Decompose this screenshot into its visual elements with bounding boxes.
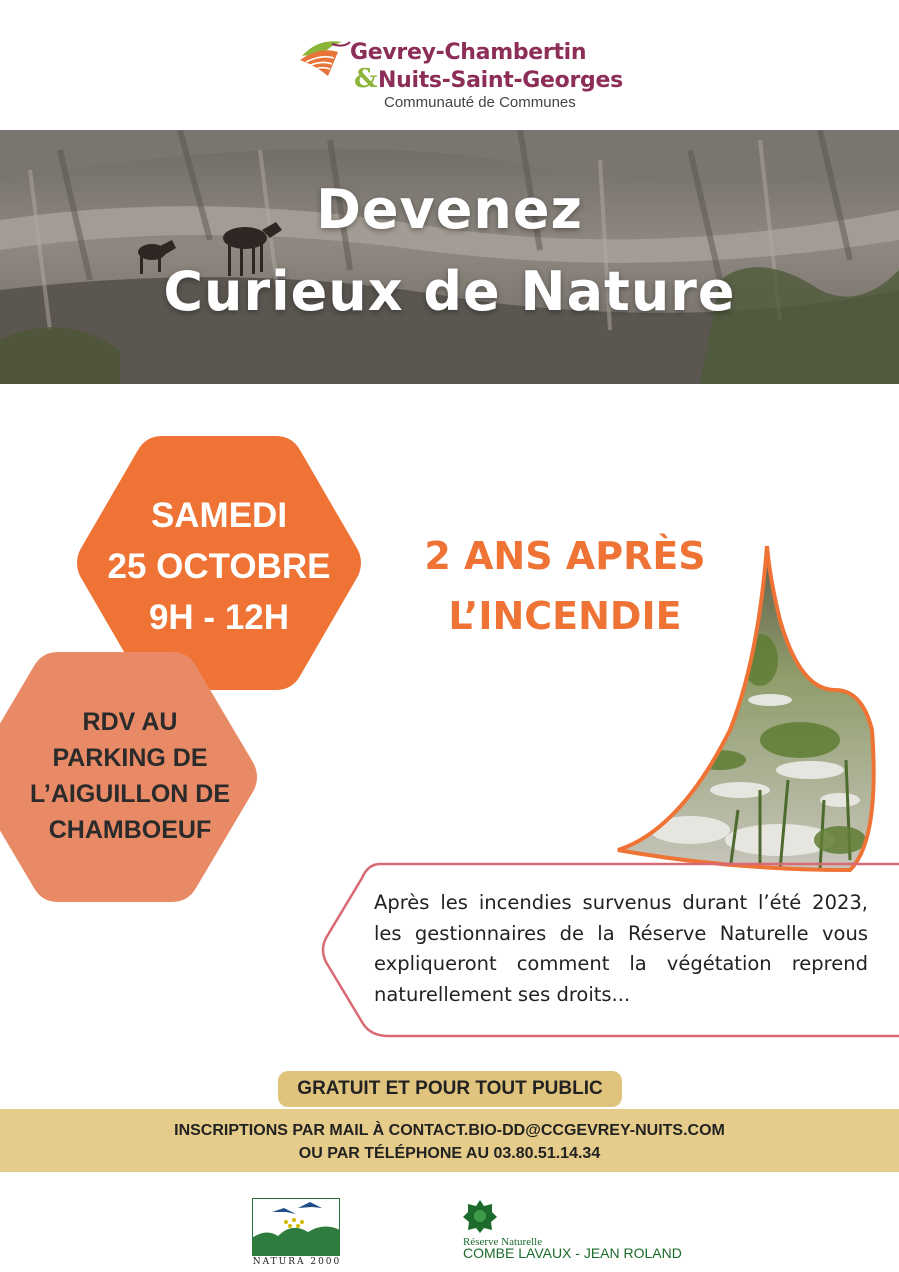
banner-title-line1: Devenez — [316, 178, 583, 241]
banner-cliff-photo — [0, 130, 899, 384]
headline-line2: L’INCENDIE — [448, 594, 682, 638]
headline-line1: 2 ANS APRÈS — [424, 534, 706, 578]
reserve-naturelle-logo-icon — [462, 1198, 498, 1234]
banner-title-line2: Curieux de Nature — [163, 260, 736, 323]
meeting-point — [0, 704, 260, 848]
event-date: 25 OCTOBRE — [107, 547, 331, 586]
registration-phone: OU PAR TÉLÉPHONE AU 03.80.51.14.34 — [298, 1145, 601, 1162]
meeting-line: RDV AU — [82, 708, 178, 736]
free-public-badge: GRATUIT ET POUR TOUT PUBLIC — [278, 1071, 622, 1107]
org-ampersand: & — [354, 64, 378, 94]
org-name-line1: Gevrey-Chambertin — [350, 40, 587, 65]
reserve-name: COMBE LAVAUX - JEAN ROLAND — [463, 1245, 682, 1261]
event-day: SAMEDI — [150, 496, 288, 535]
meeting-line: CHAMBOEUF — [48, 816, 212, 844]
event-time: 9H - 12H — [148, 598, 290, 637]
org-name-line2: Nuits-Saint-Georges — [378, 68, 623, 93]
meeting-line: L’AIGUILLON DE — [30, 780, 230, 808]
burned-vegetation-photo — [610, 540, 885, 875]
event-datetime — [74, 490, 364, 643]
org-subtitle: Communauté de Communes — [384, 94, 576, 111]
meeting-line: PARKING DE — [52, 744, 208, 772]
reserve-label-small: Réserve Naturelle — [463, 1236, 543, 1248]
community-logo-icon — [298, 36, 356, 84]
registration-email: INSCRIPTIONS PAR MAIL À CONTACT.BIO-DD@CCGEVREY-NUITS.COM — [174, 1122, 725, 1139]
event-description: Après les incendies survenus durant l’été 2023, les gestionnaires de la Réserve Naturelle vous expliqueront comment la végétation reprend naturellement ses droits... — [374, 891, 868, 1006]
natura-2000-label: NATURA 2000 — [252, 1257, 342, 1267]
natura-2000-logo-icon — [252, 1198, 340, 1256]
